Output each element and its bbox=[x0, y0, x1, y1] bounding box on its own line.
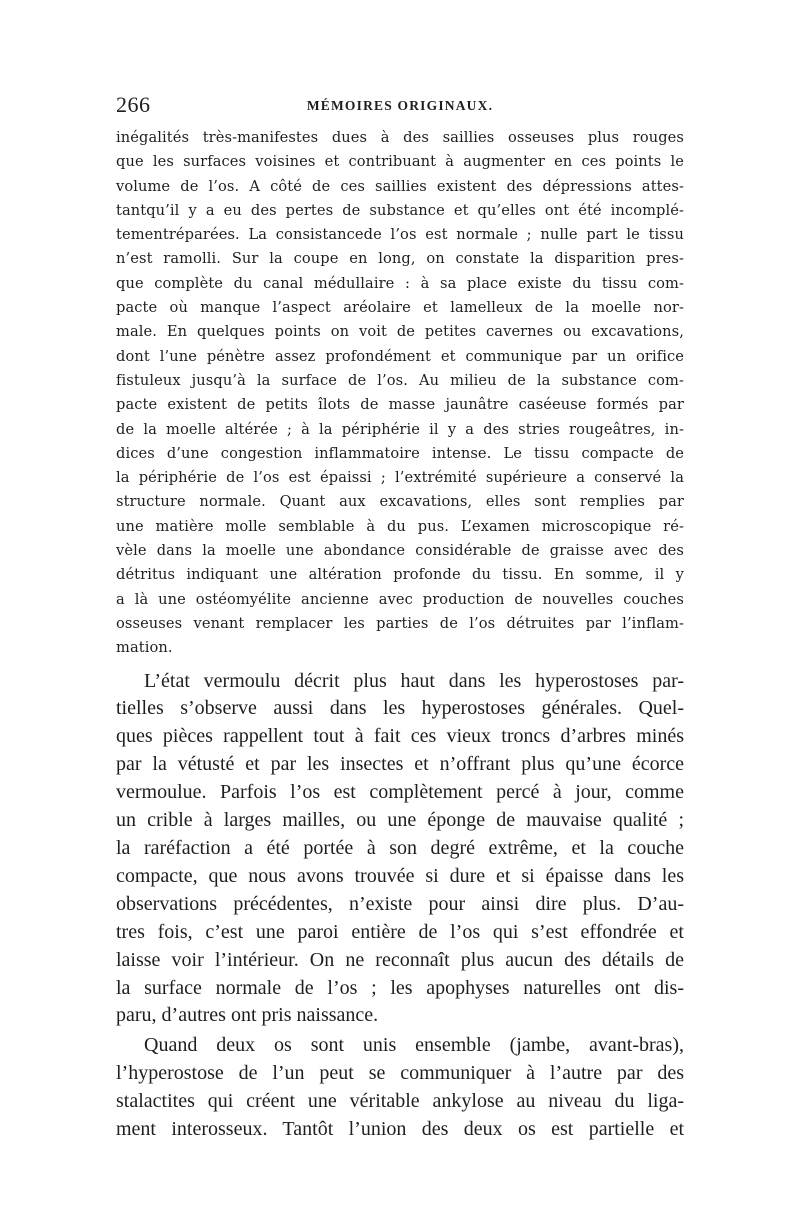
text-line: mation. bbox=[116, 639, 173, 657]
text-line: la raréfaction a été portée à son degré extrême, et la couche bbox=[116, 836, 684, 859]
text-line: a là une ostéomyélite ancienne avec production de nouvelles couches bbox=[116, 590, 684, 608]
body-text bbox=[116, 668, 684, 1144]
running-head bbox=[116, 92, 684, 126]
text-line: observations précédentes, n’existe pour ainsi dire plus. D’au- bbox=[116, 892, 684, 915]
text-line: la périphérie de l’os est épaissi ; l’extrémité supérieure a conservé la bbox=[116, 469, 684, 487]
text-line: male. En quelques points on voit de petites cavernes ou excavations, bbox=[116, 323, 684, 341]
book-page bbox=[116, 92, 684, 1144]
text-line: de la moelle altérée ; à la périphérie il y a des stries rougeâtres, in- bbox=[116, 420, 684, 438]
text-line: la surface normale de l’os ; les apophyses naturelles ont dis- bbox=[116, 976, 684, 999]
text-line: que les surfaces voisines et contribuant à augmenter en ces points le bbox=[116, 153, 684, 171]
text-line: l’hyperostose de l’un peut se communiquer à l’autre par des bbox=[116, 1062, 684, 1085]
text-line: inégalités très-manifestes dues à des saillies osseuses plus rouges bbox=[116, 129, 684, 146]
running-title: MÉMOIRES ORIGINAUX. bbox=[306, 98, 494, 113]
text-line: n’est ramolli. Sur la coupe en long, on constate la disparition pres- bbox=[116, 250, 684, 268]
text-line: vèle dans la moelle une abondance considérable de graisse avec des bbox=[116, 542, 684, 560]
text-line: L’état vermoulu décrit plus haut dans les hyperostoses par- bbox=[144, 669, 684, 692]
text-line: dices d’une congestion inflammatoire intense. Le tissu compacte de bbox=[116, 444, 684, 462]
text-line: dont l’une pénètre assez profondément et communique par un orifice bbox=[116, 347, 684, 365]
text-line: par la vétusté et par les insectes et n’offrant plus qu’une écorce bbox=[116, 753, 684, 776]
page-number: 266 bbox=[116, 92, 151, 117]
text-line: structure normale. Quant aux excavations, elles sont remplies par bbox=[116, 493, 684, 511]
text-line: compacte, que nous avons trouvée si dure et si épaisse dans les bbox=[116, 864, 684, 887]
text-line: volume de l’os. A côté de ces saillies existent des dépressions attes- bbox=[116, 177, 684, 195]
text-line: une matière molle semblable à du pus. L’examen microscopique ré- bbox=[116, 517, 684, 535]
text-line: vermoulue. Parfois l’os est complètement percé à jour, comme bbox=[116, 781, 684, 804]
text-line: ques pièces rappellent tout à fait ces vieux troncs d’arbres minés bbox=[116, 725, 684, 748]
text-line: un crible à larges mailles, ou une éponge de mauvaise qualité ; bbox=[116, 809, 684, 832]
text-line: tementréparées. La consistancede l’os est normale ; nulle part le tissu bbox=[116, 226, 684, 244]
text-line: tres fois, c’est une paroi entière de l’os qui s’est effondrée et bbox=[116, 920, 684, 943]
ankylose-paragraph bbox=[116, 1032, 684, 1144]
text-line: tantqu’il y a eu des pertes de substance et qu’elles ont été incomplé- bbox=[116, 201, 684, 219]
text-line: stalactites qui créent une véritable ankylose au niveau du liga- bbox=[116, 1090, 684, 1113]
case-description-paragraph bbox=[116, 126, 684, 661]
text-line: pacte existent de petits îlots de masse jaunâtre caséeuse formés par bbox=[116, 396, 684, 414]
vermoulu-paragraph bbox=[116, 668, 684, 1031]
text-line: que complète du canal médullaire : à sa place existe du tissu com- bbox=[116, 274, 684, 292]
text-line: Quand deux os sont unis ensemble (jambe, avant-bras), bbox=[144, 1034, 684, 1057]
text-line: osseuses venant remplacer les parties de l’os détruites par l’inflam- bbox=[116, 614, 684, 632]
text-line: tielles s’observe aussi dans les hyperostoses générales. Quel- bbox=[116, 697, 684, 720]
text-line: paru, d’autres ont pris naissance. bbox=[116, 1004, 379, 1027]
text-line: fistuleux jusqu’à la surface de l’os. Au milieu de la substance com- bbox=[116, 371, 684, 389]
text-line: détritus indiquant une altération profonde du tissu. En somme, il y bbox=[116, 566, 684, 584]
text-line: pacte où manque l’aspect aréolaire et lamelleux de la moelle nor- bbox=[116, 299, 684, 317]
text-line: ment interosseux. Tantôt l’union des deux os est partielle et bbox=[116, 1118, 684, 1141]
text-line: laisse voir l’intérieur. On ne reconnaît plus aucun des détails de bbox=[116, 948, 684, 971]
